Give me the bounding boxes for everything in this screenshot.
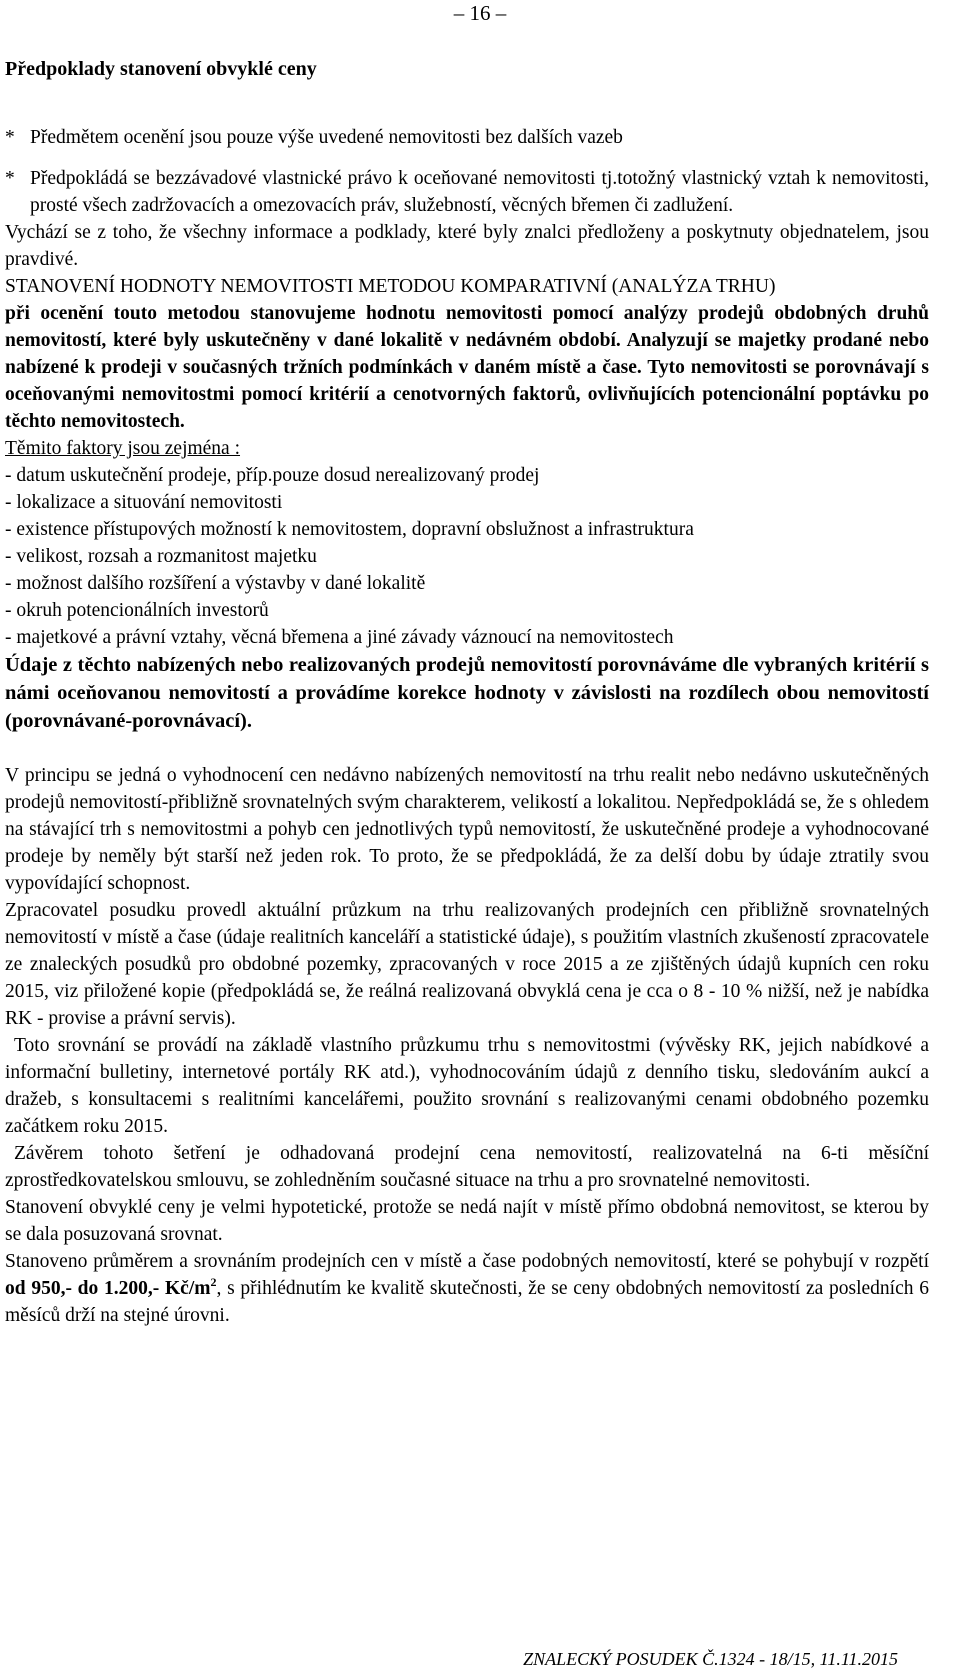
- survey-paragraph: Zpracovatel posudku provedl aktuální průzkum na trhu realizovaných prodejních cen přibližně srovnatelných nemovitostí v místě a čase (údaje realitních kanceláří a statistické údaje), s použitím vlastních zkušeností zpracovatele ze znaleckých posudků pro obdobné pozemky, zpracovaných v roce 2015 a ze zjištěných údajů kupních cen roku 2015, viz přiložené kopie (předpokládá se, že reálná realizovaná obvyklá cena je cca o 8 - 10 % nižší, než je nabídka RK - provise a právní servis).: [5, 900, 929, 1029]
- factor-item: - lokalizace a situování nemovitosti: [5, 492, 283, 513]
- page-footer: ZNALECKÝ POSUDEK Č.1324 - 18/15, 11.11.2015: [523, 1649, 898, 1669]
- factors-title-text: Těmito faktory jsou zejména :: [5, 438, 241, 459]
- bullet-mark: *: [5, 168, 15, 189]
- price-intro: Stanoveno průměrem a srovnáním prodejních cen v místě a čase podobných nemovitostí, které se pohybují v rozpětí: [5, 1251, 929, 1272]
- hypothetical-paragraph: Stanovení obvyklé ceny je velmi hypotetické, protože se nedá najít v místě přímo obdobná nemovitost, se kterou by se dala posuzovaná srovnat.: [5, 1197, 929, 1245]
- bullet-text: Předmětem ocenění jsou pouze výše uvedené nemovitosti bez dalších vazeb: [30, 127, 623, 148]
- factor-item: - datum uskutečnění prodeje, příp.pouze dosud nerealizovaný prodej: [5, 465, 540, 486]
- factors-title: [5, 435, 929, 462]
- assumption-paragraph: Vychází se z toho, že všechny informace a podklady, které byly znalci předloženy a poskytnuty objednatelem, jsou pravdivé.: [5, 222, 929, 270]
- section-heading: Předpoklady stanovení obvyklé ceny: [5, 58, 317, 80]
- bullet-item: [5, 165, 929, 219]
- factor-item: - majetkové a právní vztahy, věcná břemena a jiné závady váznoucí na nemovitostech: [5, 627, 674, 648]
- price-outro: , s přihlédnutím ke kvalitě skutečnosti, že se ceny obdobných nemovitostí za posledních 6 měsíců drží na stejné úrovni.: [5, 1278, 929, 1326]
- page-number: – 16 –: [453, 1, 507, 25]
- bullet-item: [5, 124, 929, 151]
- comparison-source-paragraph: Toto srovnání se provádí na základě vlastního průzkumu trhu s nemovitostmi (vývěsky RK, jejich nabídkové a informační bulletiny, internetové portály RK atd.), vyhodnocováním údajů z denního tisku, sledováním aukcí a dražeb, s konsultacemi s realitními kancelářemi, použito srovnání s realizovanými cenami obdobného pozemku začátkem roku 2015.: [5, 1035, 929, 1137]
- bullet-mark: *: [5, 127, 15, 148]
- principle-paragraph: V principu se jedná o vyhodnocení cen nedávno nabízených nemovitostí na trhu realit nebo nedávno uskutečněných prodejů nemovitostí-přibližně srovnatelných svým charakterem, velikostí a lokalitou. Nepředpokládá se, že s ohledem na stávající trh s nemovitostmi a pohyb cen jednotlivých typů nemovitostí, že uskutečněné prodeje a vyhodnocované prodeje by neměly být starší než jeden rok. To proto, že se předpokládá, že za delší dobu by údaje ztratily svou vypovídající schopnost.: [5, 765, 929, 894]
- document-body: [5, 124, 929, 1329]
- price-range: od 950,- do 1.200,- Kč/m: [5, 1278, 211, 1299]
- comparison-paragraph: Údaje z těchto nabízených nebo realizovaných prodejů nemovitostí porovnáváme dle vybraných kritérií s námi oceňovanou nemovitostí a provádíme korekce hodnoty v závislosti na rozdílech obou nemovitostí (porovnávané-porovnávací).: [5, 654, 929, 732]
- factor-item: - okruh potencionálních investorů: [5, 600, 269, 621]
- price-paragraph: [5, 1248, 929, 1329]
- factor-item: - možnost dalšího rozšíření a výstavby v dané lokalitě: [5, 573, 426, 594]
- bullet-text: Předpokládá se bezzávadové vlastnické právo k oceňované nemovitosti tj.totožný vlastnický vztah k nemovitosti, prosté všech zadržovacích a omezovacích práv, služebností, věcných břemen či zadlužení.: [30, 168, 929, 216]
- price-unit-superscript: 2: [210, 1275, 217, 1289]
- method-description: při ocenění touto metodou stanovujeme hodnotu nemovitosti pomocí analýzy prodejů obdobných druhů nemovitostí, které byly uskutečněny v dané lokalitě v nedávném období. Analyzují se majetky prodané nebo nabízené k prodeji v současných tržních podmínkách v daném místě a čase. Tyto nemovitosti se porovnávají s oceňovanými nemovitostmi pomocí kritérií a cenotvorných faktorů, ovlivňujících potencionální poptávku po těchto nemovitostech.: [5, 303, 929, 432]
- factor-item: - velikost, rozsah a rozmanitost majetku: [5, 546, 317, 567]
- conclusion-paragraph: Závěrem tohoto šetření je odhadovaná prodejní cena nemovitostí, realizovatelná na 6-ti měsíční zprostředkovatelskou smlouvu, se zohledněním současné situace na trhu a pro srovnatelné nemovitosti.: [5, 1143, 929, 1191]
- factor-item: - existence přístupových možností k nemovitostem, dopravní obslužnost a infrastruktura: [5, 519, 694, 540]
- method-title: STANOVENÍ HODNOTY NEMOVITOSTI METODOU KOMPARATIVNÍ (ANALÝZA TRHU): [5, 276, 776, 297]
